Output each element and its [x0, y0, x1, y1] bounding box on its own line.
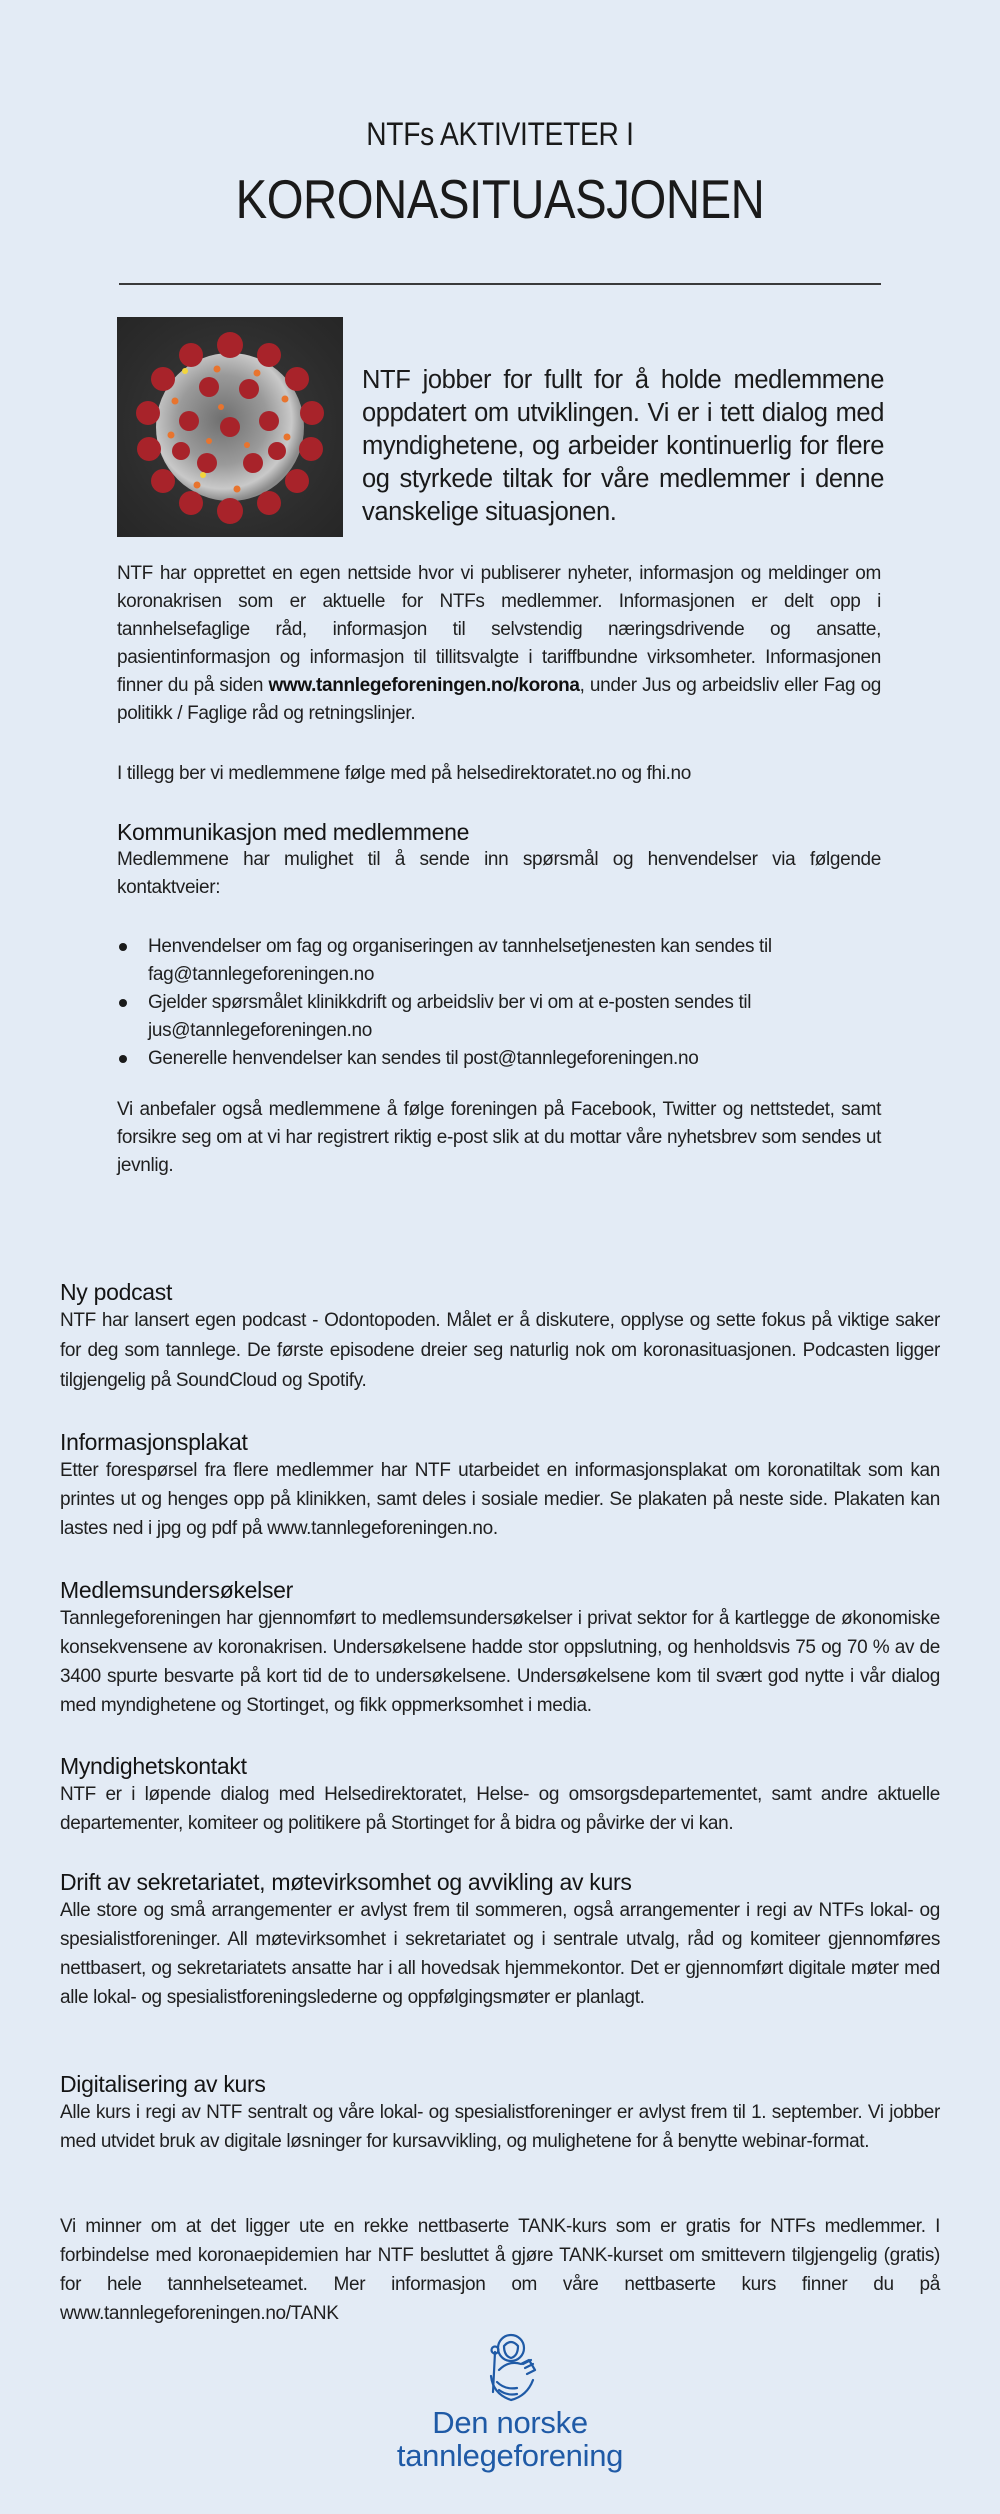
communication-section — [117, 818, 881, 902]
list-item — [117, 989, 881, 1045]
page-pretitle: NTFs AKTIVITETER I — [366, 116, 634, 152]
website-text-after: , under Jus og arbeidsliv eller Fag og politikk / Faglige råd og retningslinjer. — [117, 675, 882, 724]
section-heading: Digitalisering av kurs — [60, 2071, 266, 2097]
section-heading: Drift av sekretariatet, møtevirksomhet og avvikling av kurs — [60, 1869, 632, 1895]
bullet-icon — [119, 999, 127, 1007]
email-link-jus[interactable]: jus@tannlegeforeningen.no — [148, 1020, 372, 1041]
title-divider — [119, 283, 881, 285]
ntf-logo — [380, 2330, 640, 2472]
list-item-text: Generelle henvendelser kan sendes til — [148, 1048, 459, 1069]
outro-section — [117, 1096, 881, 1180]
section-paragraph: Etter forespørsel fra flere medlemmer har NTF utarbeidet en informasjonsplakat om koronatiltak som kan printes ut og henges opp på klinikken, samt deles i sosiale medier. Se plakaten på neste side. Plakaten kan lastes ned i jpg og pdf på www.tannlegeforeningen.no. — [60, 1460, 940, 1539]
section-authorities — [60, 1752, 940, 1838]
section-operations — [60, 1868, 940, 2012]
communication-outro: Vi anbefaler også medlemmene å følge foreningen på Facebook, Twitter og nettstedet, samt forsikre seg om at vi har registrert riktig e-post slik at du mottar våre nyhetsbrev som sendes ut jevnlig. — [117, 1099, 881, 1176]
section-heading: Medlemsundersøkelser — [60, 1577, 294, 1603]
lead-paragraph: NTF jobber for fullt for å holde medlemmene oppdatert om utviklingen. Vi er i tett dialog med myndighetene, og arbeider kontinuerlig for flere og styrkede tiltak for våre medlemmer i denne vanskelige situasjonen. — [362, 365, 884, 526]
korona-link[interactable]: www.tannlegeforeningen.no/korona — [268, 675, 580, 696]
coronavirus-icon — [117, 317, 343, 537]
title-block — [0, 116, 1000, 230]
bullet-icon — [119, 943, 127, 951]
section-heading: Informasjonsplakat — [60, 1429, 248, 1455]
list-item — [117, 933, 881, 989]
logo-line-2: tannlegeforening — [396, 2438, 624, 2473]
follow-section — [117, 760, 881, 788]
list-item — [117, 1045, 881, 1073]
website-section — [117, 560, 881, 728]
list-item-text: Henvendelser om fag og organiseringen av tannhelsetjenesten kan sendes til — [148, 936, 772, 957]
section-digital-courses — [60, 2070, 940, 2156]
section-paragraph: Vi minner om at det ligger ute en rekke nettbaserte TANK-kurs som er gratis for NTFs medlemmer. I forbindelse med koronaepidemien har NTF besluttet å gjøre TANK-kurset om smittevern tilgjengelig (gratis) for hele tannhelseteamet. Mer informasjon om våre nettbaserte kurs finner du på www.tannlegeforeningen.no/TANK — [60, 2216, 940, 2324]
section-paragraph: Alle store og små arrangementer er avlyst frem til sommeren, også arrangementer i regi av NTFs lokal- og spesialistforeninger. All møtevirksomhet i sekretariatet og i sentrale utvalg, råd og komiteer gjennomføres nettbasert, og sekretariatets ansatte har i all hovedsak hjemmekontor. Det er gjennomført digitale møter med alle lokal- og spesialistforeningslederne og oppfølgingsmøter er planlagt. — [60, 1900, 940, 2008]
contact-list-container — [117, 933, 881, 1073]
section-surveys — [60, 1576, 940, 1720]
section-paragraph: Tannlegeforeningen har gjennomført to medlemsundersøkelser i privat sektor for å kartlegge de økonomiske konsekvensene av koronakrisen. Undersøkelsene hadde stor oppslutning, og henholdsvis 75 og 70 % av de 3400 spurte besvarte på kort tid de to undersøkelsene. Undersøkelsene kom til svært god nytte i vår dialog med myndighetene og Stortinget, og fikk oppmerksomhet i media. — [60, 1608, 940, 1716]
section-poster — [60, 1428, 940, 1543]
section-podcast — [60, 1278, 940, 1396]
saint-apollonia-emblem-icon — [477, 2330, 543, 2406]
communication-heading: Kommunikasjon med medlemmene — [117, 819, 470, 845]
communication-intro: Medlemmene har mulighet til å sende inn spørsmål og henvendelser via følgende kontaktveier: — [117, 849, 881, 898]
logo-line-1: Den norske — [432, 2405, 588, 2440]
email-link-fag[interactable]: fag@tannlegeforeningen.no — [148, 964, 375, 985]
page-title: KORONASITUASJONEN — [235, 168, 765, 230]
section-paragraph: NTF er i løpende dialog med Helsedirektoratet, Helse- og omsorgsdepartementet, samt andre aktuelle departementer, komiteer og politikere på Stortinget for å bidra og påvirke der vi kan. — [60, 1784, 940, 1834]
section-heading: Myndighetskontakt — [60, 1753, 247, 1779]
bullet-icon — [119, 1055, 127, 1063]
coronavirus-image — [117, 317, 343, 537]
contact-list — [117, 933, 881, 1073]
section-heading: Ny podcast — [60, 1279, 173, 1305]
section-paragraph: NTF har lansert egen podcast - Odontopoden. Målet er å diskutere, opplyse og sette fokus på viktige saker for deg som tannlege. De første episodene dreier seg naturlig nok om koronasituasjonen. Podcasten ligger tilgjengelig på SoundCloud og Spotify. — [60, 1310, 940, 1391]
website-text: NTF har opprettet en egen nettside hvor vi publiserer nyheter, informasjon og meldinger om koronakrisen som er aktuelle for NTFs medlemmer. Informasjonen er delt opp i tannhelsefaglige råd, informasjon til selvstendig næringsdrivende og ansatte, pasientinformasjon og informasjon til tillitsvalgte i tariffbundne virksomheter. Informasjonen finner du på siden — [117, 563, 881, 696]
section-paragraph: Alle kurs i regi av NTF sentralt og våre lokal- og spesialistforeninger er avlyst frem til 1. september. Vi jobber med utvidet bruk av digitale løsninger for kursavvikling, og mulighetene for å benytte webinar-format. — [60, 2102, 940, 2152]
website-paragraph — [117, 560, 881, 728]
email-link-post[interactable]: post@tannlegeforeningen.no — [463, 1048, 699, 1069]
follow-paragraph: I tillegg ber vi medlemmene følge med på helsedirektoratet.no og fhi.no — [117, 763, 691, 784]
section-tank — [60, 2212, 940, 2328]
list-item-text: Gjelder spørsmålet klinikkdrift og arbeidsliv ber vi om at e-posten sendes til — [148, 992, 752, 1013]
